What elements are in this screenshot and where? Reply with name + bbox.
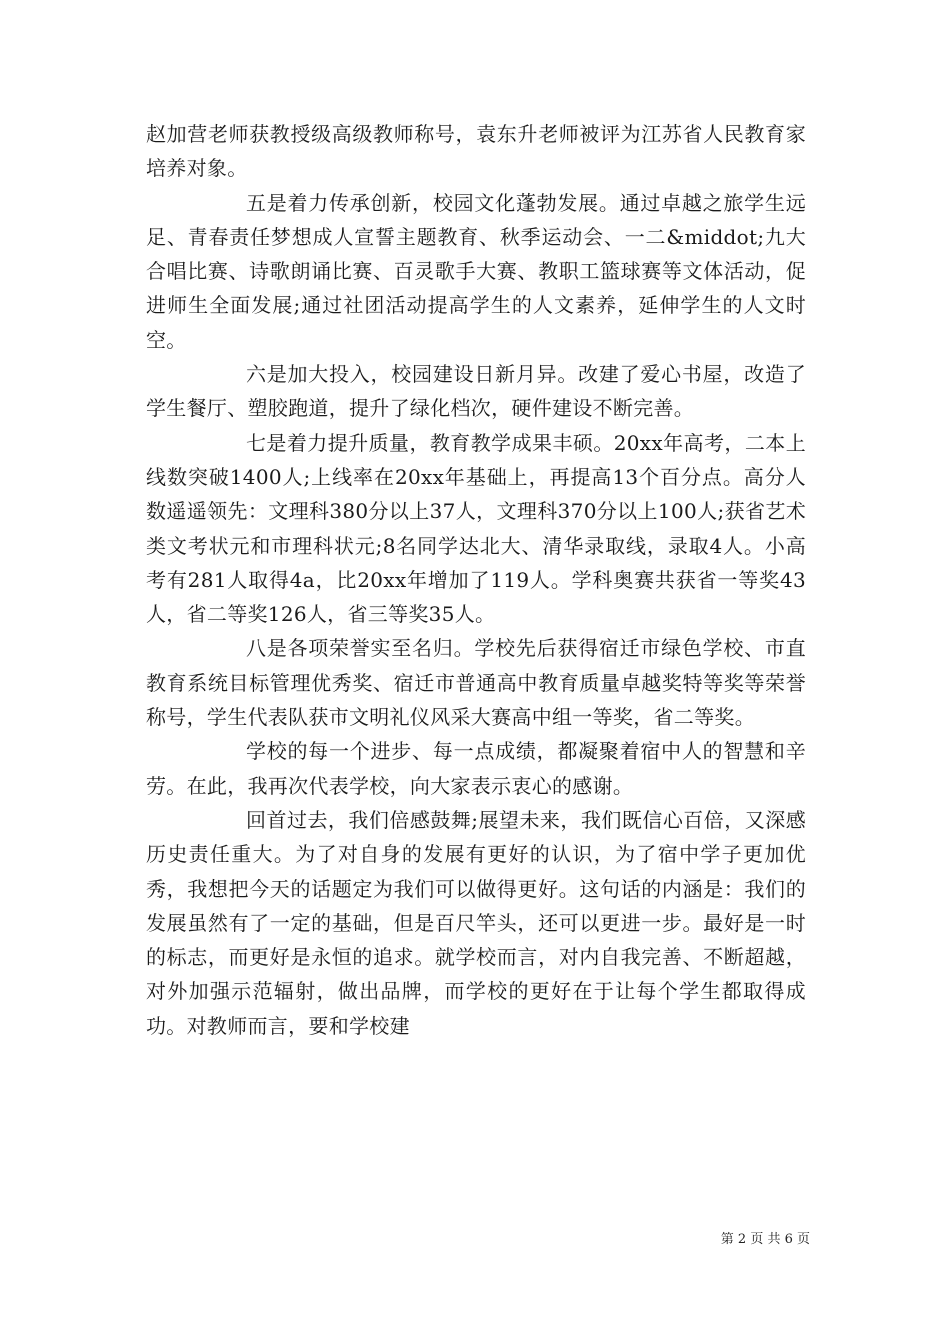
paragraph-3: 六是加大投入，校园建设日新月异。改建了爱心书屋，改造了学生餐厅、塑胶跑道，提升了绿化档次，硬件建设不断完善。 (146, 362, 806, 421)
document-body (146, 117, 806, 1043)
paragraph-1: 赵加营老师获教授级高级教师称号，袁东升老师被评为江苏省人民教育家培养对象。 (146, 122, 806, 181)
paragraph-5: 八是各项荣誉实至名归。学校先后获得宿迁市绿色学校、市直教育系统目标管理优秀奖、宿迁市普通高中教育质量卓越奖特等奖等荣誉称号，学生代表队获市文明礼仪风采大赛高中组一等奖，省二等奖。 (146, 636, 806, 730)
paragraph-7: 回首过去，我们倍感鼓舞;展望未来，我们既信心百倍，又深感历史责任重大。为了对自身的发展有更好的认识，为了宿中学子更加优秀，我想把今天的话题定为我们可以做得更好。这句话的内涵是：我们的发展虽然有了一定的基础，但是百尺竿头，还可以更进一步。最好是一时的标志，而更好是永恒的追求。就学校而言，对内自我完善、不断超越，对外加强示范辐射，做出品牌，而学校的更好在于让每个学生都取得成功。对教师而言，要和学校建 (146, 807, 806, 1038)
paragraph-6: 学校的每一个进步、每一点成绩，都凝聚着宿中人的智慧和辛劳。在此，我再次代表学校，向大家表示衷心的感谢。 (146, 739, 806, 798)
paragraph-4: 七是着力提升质量，教育教学成果丰硕。20xx年高考，二本上线数突破1400人;上线率在20xx年基础上，再提高13个百分点。高分人数遥遥领先：文理科380分以上37人，文理科370分以上100人;获省艺术类文考状元和市理科状元;8名同学达北大、清华录取线，录取4人。小高考有281人取得4a，比20xx年增加了119人。学科奥赛共获省一等奖43人，省二等奖126人，省三等奖35人。 (146, 430, 806, 627)
page-number-footer: 第 2 页 共 6 页 (720, 1232, 810, 1247)
paragraph-2: 五是着力传承创新，校园文化蓬勃发展。通过卓越之旅学生远足、青春责任梦想成人宣誓主题教育、秋季运动会、一二&middot;九大合唱比赛、诗歌朗诵比赛、百灵歌手大赛、教职工篮球赛等文体活动，促进师生全面发展;通过社团活动提高学生的人文素养，延伸学生的人文时空。 (146, 190, 806, 352)
